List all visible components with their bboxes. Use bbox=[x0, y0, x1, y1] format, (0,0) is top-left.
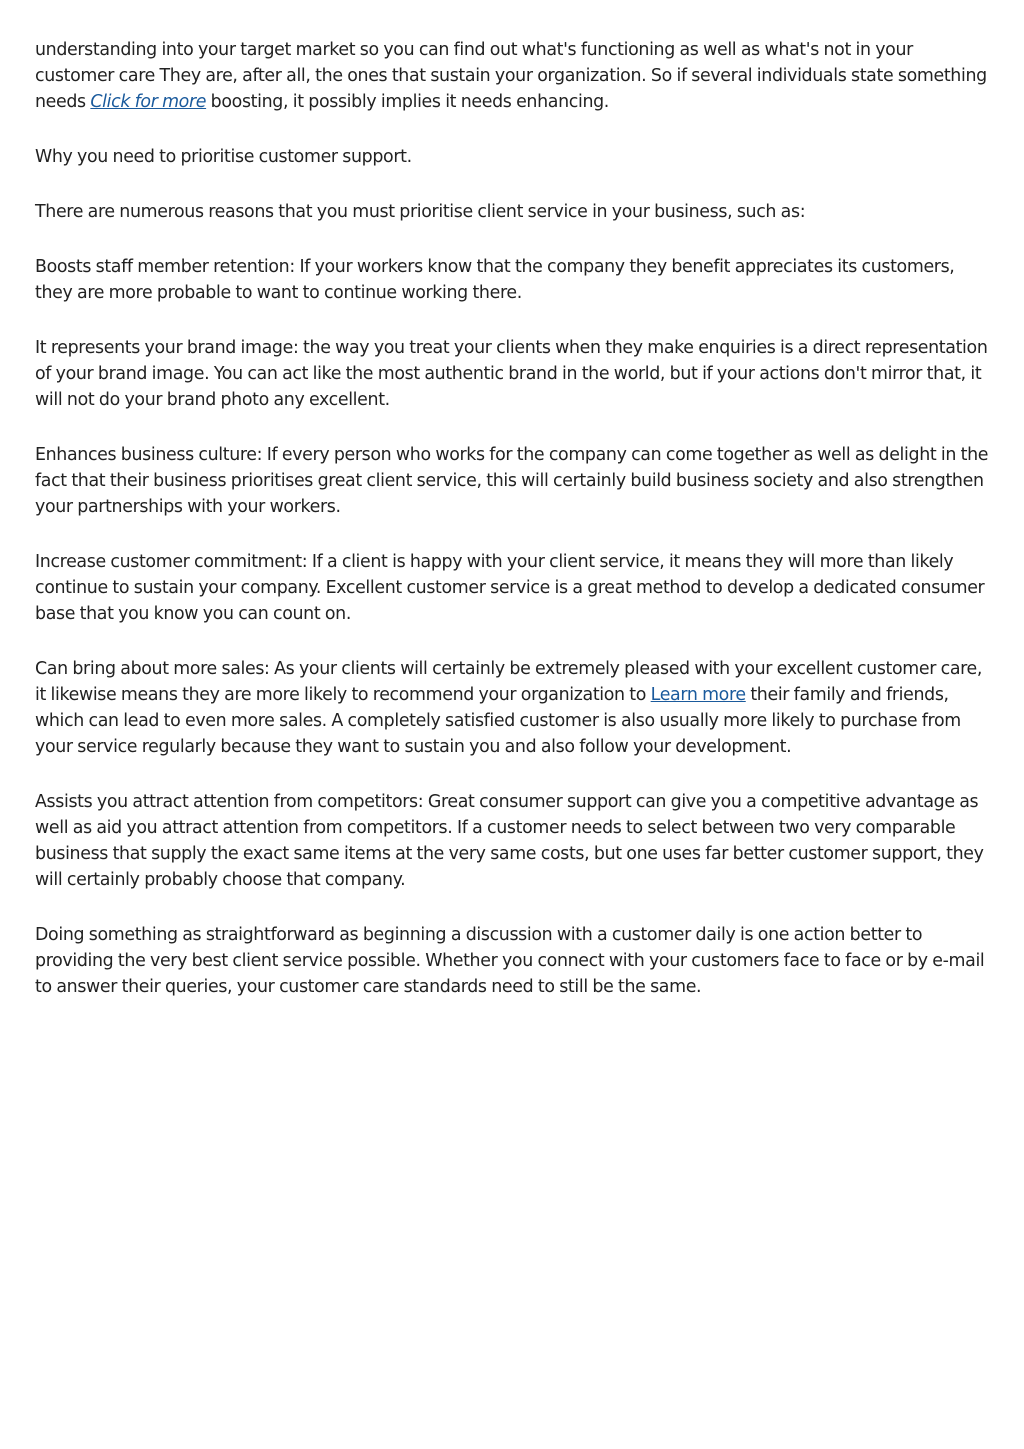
paragraph-conversation: Doing something as straightforward as beginning a discussion with a customer daily is one action better to providing the very best client service possible. Whether you connect with your customers face to face or by e-mail to answer their queries, your customer care standards need to still be the same. bbox=[35, 925, 985, 997]
document-body bbox=[35, 37, 995, 1029]
paragraph-staff-retention: Boosts staff member retention: If your workers know that the company they benefit appreciates its customers, they are more probable to want to continue working there. bbox=[35, 257, 955, 303]
learn-more-link[interactable]: Learn more bbox=[650, 685, 746, 705]
paragraph-why-prioritise: Why you need to prioritise customer support. bbox=[35, 147, 412, 167]
paragraph-brand-image: It represents your brand image: the way you treat your clients when they make enquiries is a direct representation of your brand image. You can act like the most authentic brand in the world, but if your actions don't mirror that, it will not do your brand photo any excellent. bbox=[35, 338, 988, 410]
paragraph-business-culture: Enhances business culture: If every person who works for the company can come together as well as delight in the fact that their business prioritises great client service, this will certainly build business society and also strengthen your partnerships with your workers. bbox=[35, 445, 989, 517]
paragraph-intro-text-after: boosting, it possibly implies it needs enhancing. bbox=[206, 92, 609, 112]
paragraph-more-sales-text-after: their family and friends, which can lead to even more sales. A completely satisfied customer is also usually more likely to purchase from your service regularly because they want to sustain you and also follow your development. bbox=[35, 685, 961, 757]
click-for-more-link[interactable]: Click for more bbox=[90, 92, 207, 112]
paragraph-more-sales-text-before: Can bring about more sales: As your clients will certainly be extremely pleased with your excellent customer care, it likewise means they are more likely to recommend your organization to bbox=[35, 659, 983, 705]
paragraph-reasons-intro: There are numerous reasons that you must prioritise client service in your business, such as: bbox=[35, 202, 806, 222]
paragraph-more-sales bbox=[35, 656, 995, 760]
paragraph-intro bbox=[35, 37, 995, 115]
paragraph-customer-commitment: Increase customer commitment: If a client is happy with your client service, it means they will more than likely continue to sustain your company. Excellent customer service is a great method to develop a dedicated consumer base that you know you can count on. bbox=[35, 552, 985, 624]
paragraph-competitors: Assists you attract attention from competitors: Great consumer support can give you a competitive advantage as well as aid you attract attention from competitors. If a customer needs to select between two very comparable business that supply the exact same items at the very same costs, but one uses far better customer support, they will certainly probably choose that company. bbox=[35, 792, 984, 890]
paragraph-intro-text-before: understanding into your target market so you can find out what's functioning as well as what's not in your customer care They are, after all, the ones that sustain your organization. So if several individuals state something needs bbox=[35, 40, 987, 112]
